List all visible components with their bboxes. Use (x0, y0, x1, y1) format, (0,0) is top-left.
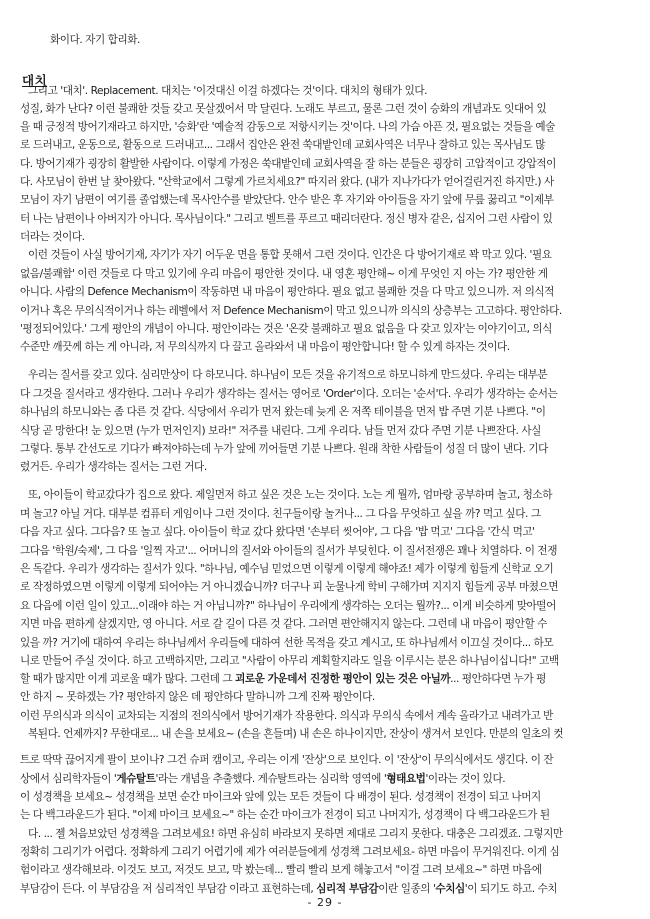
body-line: 하나님의 하모니와는 좀 다른 것 같다. 식당에서 우리가 먼저 왔는데 늦게 온 저쪽 테이블을 먼저 밥 주면 기분 나쁘다. "이 (20, 406, 546, 418)
body-line: 복된다. 언제까지? 무한대로... 내 손을 보세요~ (손을 흔들며) 내 손은 하나이지만, 잔상이 생겨서 보인다. 만분의 일초의 컷 (28, 728, 564, 740)
body-line: 다 그것을 질서라고 생각한다. 그러나 우리가 생각하는 질서는 영어로 'Order'이다. 오더는 '순서'다. 우리가 생각하는 순서는 (20, 388, 558, 400)
body-line: 안 하지 ~ 못하겠는 가? 평안하지 않은 데 평안하다 말하니까 그게 진짜 평안이다. (20, 691, 375, 703)
body-line: 없음/불쾌함' 이런 것들로 다 막고 있기에 우리 마음이 평안한 것이다. 내 영혼 평안해~ 이게 무엇인 지 아는 가? 평안한 게 (20, 268, 548, 280)
body-line: 그리고 '대치'. Replacement. 대치는 '이것대신 이걸 하겠다는 것'이다. 대치의 형태가 있다. (28, 85, 428, 97)
body-line: 을 때 긍정적 방어기재라고 하지만, '승화'란 '예술적 감동으로 저항시키는 것'이다. 나의 가슴 아픈 것, 필요없는 것들을 예술 (20, 121, 555, 133)
body-line: 부담감이 든다. 이 부담감을 저 심리적인 부담감 이라고 표현하는데, 심리적 부담감이란 일종의 '수치심'이 되기도 하고. 수치 (20, 883, 558, 895)
body-line: 모님이 자기 남편이 여기를 졸업했는데 목사안수를 받았단다. 안수 받은 후 자기와 아이들을 자기 앞에 무릎 꿇리고 "이제부 (20, 194, 554, 206)
intro-line: 화이다. 자기 합리화. (50, 34, 140, 46)
body-line: 트로 딱딱 끊어지게 팔이 보이나? 그건 슈퍼 캠이고, 우리는 이게 '잔상'으로 보인다. 이 '잔상'이 무의식에서도 생긴다. 이 잔 (20, 754, 554, 766)
body-line: 이런 것들이 사실 방어기재, 자기가 자기 어두운 면을 통합 못해서 그런 것이다. 인간은 다 방어기재로 꽉 막고 있다. '필요 (28, 249, 552, 261)
body-line: 로 드러내고, 운동으로, 활동으로 드러내고... 그래서 집안은 완전 쑥대밭인데 교회사역은 너무나 잘하고 있는 목사님도 많 (20, 139, 546, 151)
body-line: 더라는 것이다. (20, 231, 85, 243)
page-number: - 29 - (307, 896, 343, 909)
body-line: 지면 마음 편하게 살겠지만, 영 아니다. 서로 갈 길이 다른 것 같다. 그러면 편안해지지 않는다. 그런데 내 마음이 평안할 수 (20, 618, 547, 630)
body-line: 은 독같다. 우리가 생각하는 질서가 있다. "하나님, 예수님 믿었으면 이렇게 이렇게 해야죠! 제가 이렇게 힘들게 신학교 오기 (20, 563, 554, 575)
body-line: 이 성경책을 보세요~ 성경책을 보면 순간 마이크와 앞에 있는 모든 것들이 다 배경이 된다. 성경책이 전경이 되고 나머지 (20, 791, 541, 803)
body-line: 이런 무의식과 의식이 교차되는 지점의 전의식에서 방어기재가 작용한다. 의식과 무의식 속에서 계속 올라가고 내려가고 반 (20, 710, 553, 722)
body-line: 로 작정하였으면 이렇게 이렇게 되어야는 거 아니겠습니까? 더구나 피 눈물나게 학비 구해가며 지지지 힘들게 공부 마쳤으면 (20, 581, 559, 593)
body-line: 는 다 백그라운드가 된다. "이제 마이크 보세요~" 하는 순간 마이크가 전경이 되고 나머지가, 성경책이 다 백그라운드가 된 (20, 809, 550, 821)
body-line: 이거나 혹은 무의식적이거나 하는 레벨에서 저 Defence Mechanism이 막고 있으니까 의식의 상층부는 고고하다. 평안하다. (20, 305, 562, 317)
body-line: 요 다음에 이런 일이 있고...이래야 하는 거 아닙니까?" 하나님이 우리에게 생각하는 오더는 뭘까?... 이게 비슷하게 맞아떨어 (20, 600, 556, 612)
body-line: 다. 사모님이 한번 날 찾아왔다. "산학교에서 그렇게 가르치세요?" 따지러 왔다. (내가 지나가다가 얻어걸린거진 하지만.) 사 (20, 176, 554, 188)
body-line: 우리는 질서를 갖고 있다. 심리만상이 다 하모니다. 하나님이 모든 것을 유기적으로 하모니하게 만드셨다. 우리는 대부분 (28, 369, 548, 381)
body-line: 성질, 화가 난다? 이런 불쾌한 것들 갖고 못살겠어서 막 달린다. 노래도 부르고, 물론 그런 것이 승화의 개념과도 잇대어 있 (20, 103, 547, 115)
body-line: 상에서 심리학자들이 '게슈탈트'라는 개념을 추출했다. 게슈탈트라는 심리학 영역에 '형태요법'이라는 것이 있다. (20, 773, 506, 785)
body-line: 다음 자고 싶다. 그다음? 또 놀고 싶다. 아이들이 학교 갔다 왔다면 '손부터 씻어야', 그 다음 '밥 먹고' 그다음 '간식 먹고' (20, 526, 535, 538)
body-line: 수준만 깨끗께 하는 게 아니라, 저 무의식까지 다 끌고 올라와서 내 마음이 평안합니다! 할 수 있게 하자는 것이다. (20, 341, 510, 353)
body-line: 그다음 '학원/숙제', 그 다음 '일찍 자고'... 어머니의 질서와 아이들의 질서가 부딪힌다. 이 질서전쟁은 꽤나 치열하다. 이 전쟁 (20, 545, 557, 557)
body-line: 험이라고 생각해보라. 이것도 보고, 저것도 보고, 막 봤는데... 빨리 빨리 보게 해놓고서 "이걸 그려 보세요~" 하면 마음에 (20, 864, 542, 876)
body-line: 다. ... 젤 처음보았던 성경책을 그려보세요! 하면 유심히 바라보지 못하면 제대로 그리지 못한다. 대충은 그리겠죠. 그렇지만 (28, 828, 563, 840)
body-line: 정확히 그리기가 어렵다. 정확하게 그리기 어렵기에 제가 여러분들에게 성경책 그려보세요- 하면 마음이 무거워진다. 이게 심 (20, 846, 560, 858)
body-line: 며 놀고? 아닐 거다. 대부분 컴퓨터 게임이나 그런 것이다. 친구들이랑 놀거나... 그 다음 무엇하고 싶을 까? 먹고 싶다. 그 (20, 508, 541, 520)
body-line: 또, 아이들이 학교갔다가 집으로 왔다. 제일먼저 하고 싶은 것은 노는 것이다. 노는 게 뭘까, 엄마랑 공부하며 놀고, 청소하 (28, 489, 553, 501)
body-line: '평정되어있다.' 그게 평안의 개념이 아니다. 평안이라는 것은 '온갖 불쾌하고 필요 없음을 다 갖고 있자'는 이야기이고, 의식 (20, 323, 552, 335)
body-line: 니로 만들어 주실 것이다. 하고 고백하지만, 그리고 "사람이 아무리 계획할지라도 일을 이루시는 분은 하나님이십니다!" 고백 (20, 655, 559, 667)
body-line: 다. 방어기재가 굉장히 활발한 사람이다. 이렇게 가정은 쑥대밭인데 교회사역을 잘 하는 분들은 굉장히 고압적이고 강압적이 (20, 158, 556, 170)
body-line: 할 때가 많지만 이게 괴로울 때가 많다. 그런데 그 괴로운 가운데서 진정한 평안이 있는 것은 아닐까... 평안하다면 누가 평 (20, 673, 546, 685)
body-line: 식당 곧 망한다! 눈 있으면 (누가 먼저인지) 보라!" 저주를 내린다. 그게 우리다. 남들 먼저 갔다 주면 기분 나쁘잔다. 사실 (20, 425, 541, 437)
body-line: 그렇다. 통부 간선도로 기다가 빠져야하는데 누가 앞에 끼어들면 기분 나쁘다. 원래 착한 사람들이 성질 더 많이 낸다. 기다 (20, 443, 548, 455)
body-line: 있을 까? 거기에 대하여 우리는 하나님께서 우리들에 대하여 선한 목적을 갖고 계시고, 또 하나님께서 이끄실 것이다... 하모 (20, 637, 554, 649)
body-line: 터 나는 남편이나 아버지가 아니다. 목사님이다." 그리고 벨트를 푸르고 때리더란다. 정신 병자 같은, 십지어 그런 사람이 있 (20, 213, 553, 225)
body-line: 아니다. 사람의 Defence Mechanism이 작동하면 내 마음이 평안하다. 필요 없고 불쾌한 것을 다 막고 있으니까. 저 의식적 (20, 286, 554, 298)
body-line: 렸거든. 우리가 생각하는 질서는 그런 거다. (20, 461, 207, 473)
section-heading: 대치 (22, 73, 48, 88)
